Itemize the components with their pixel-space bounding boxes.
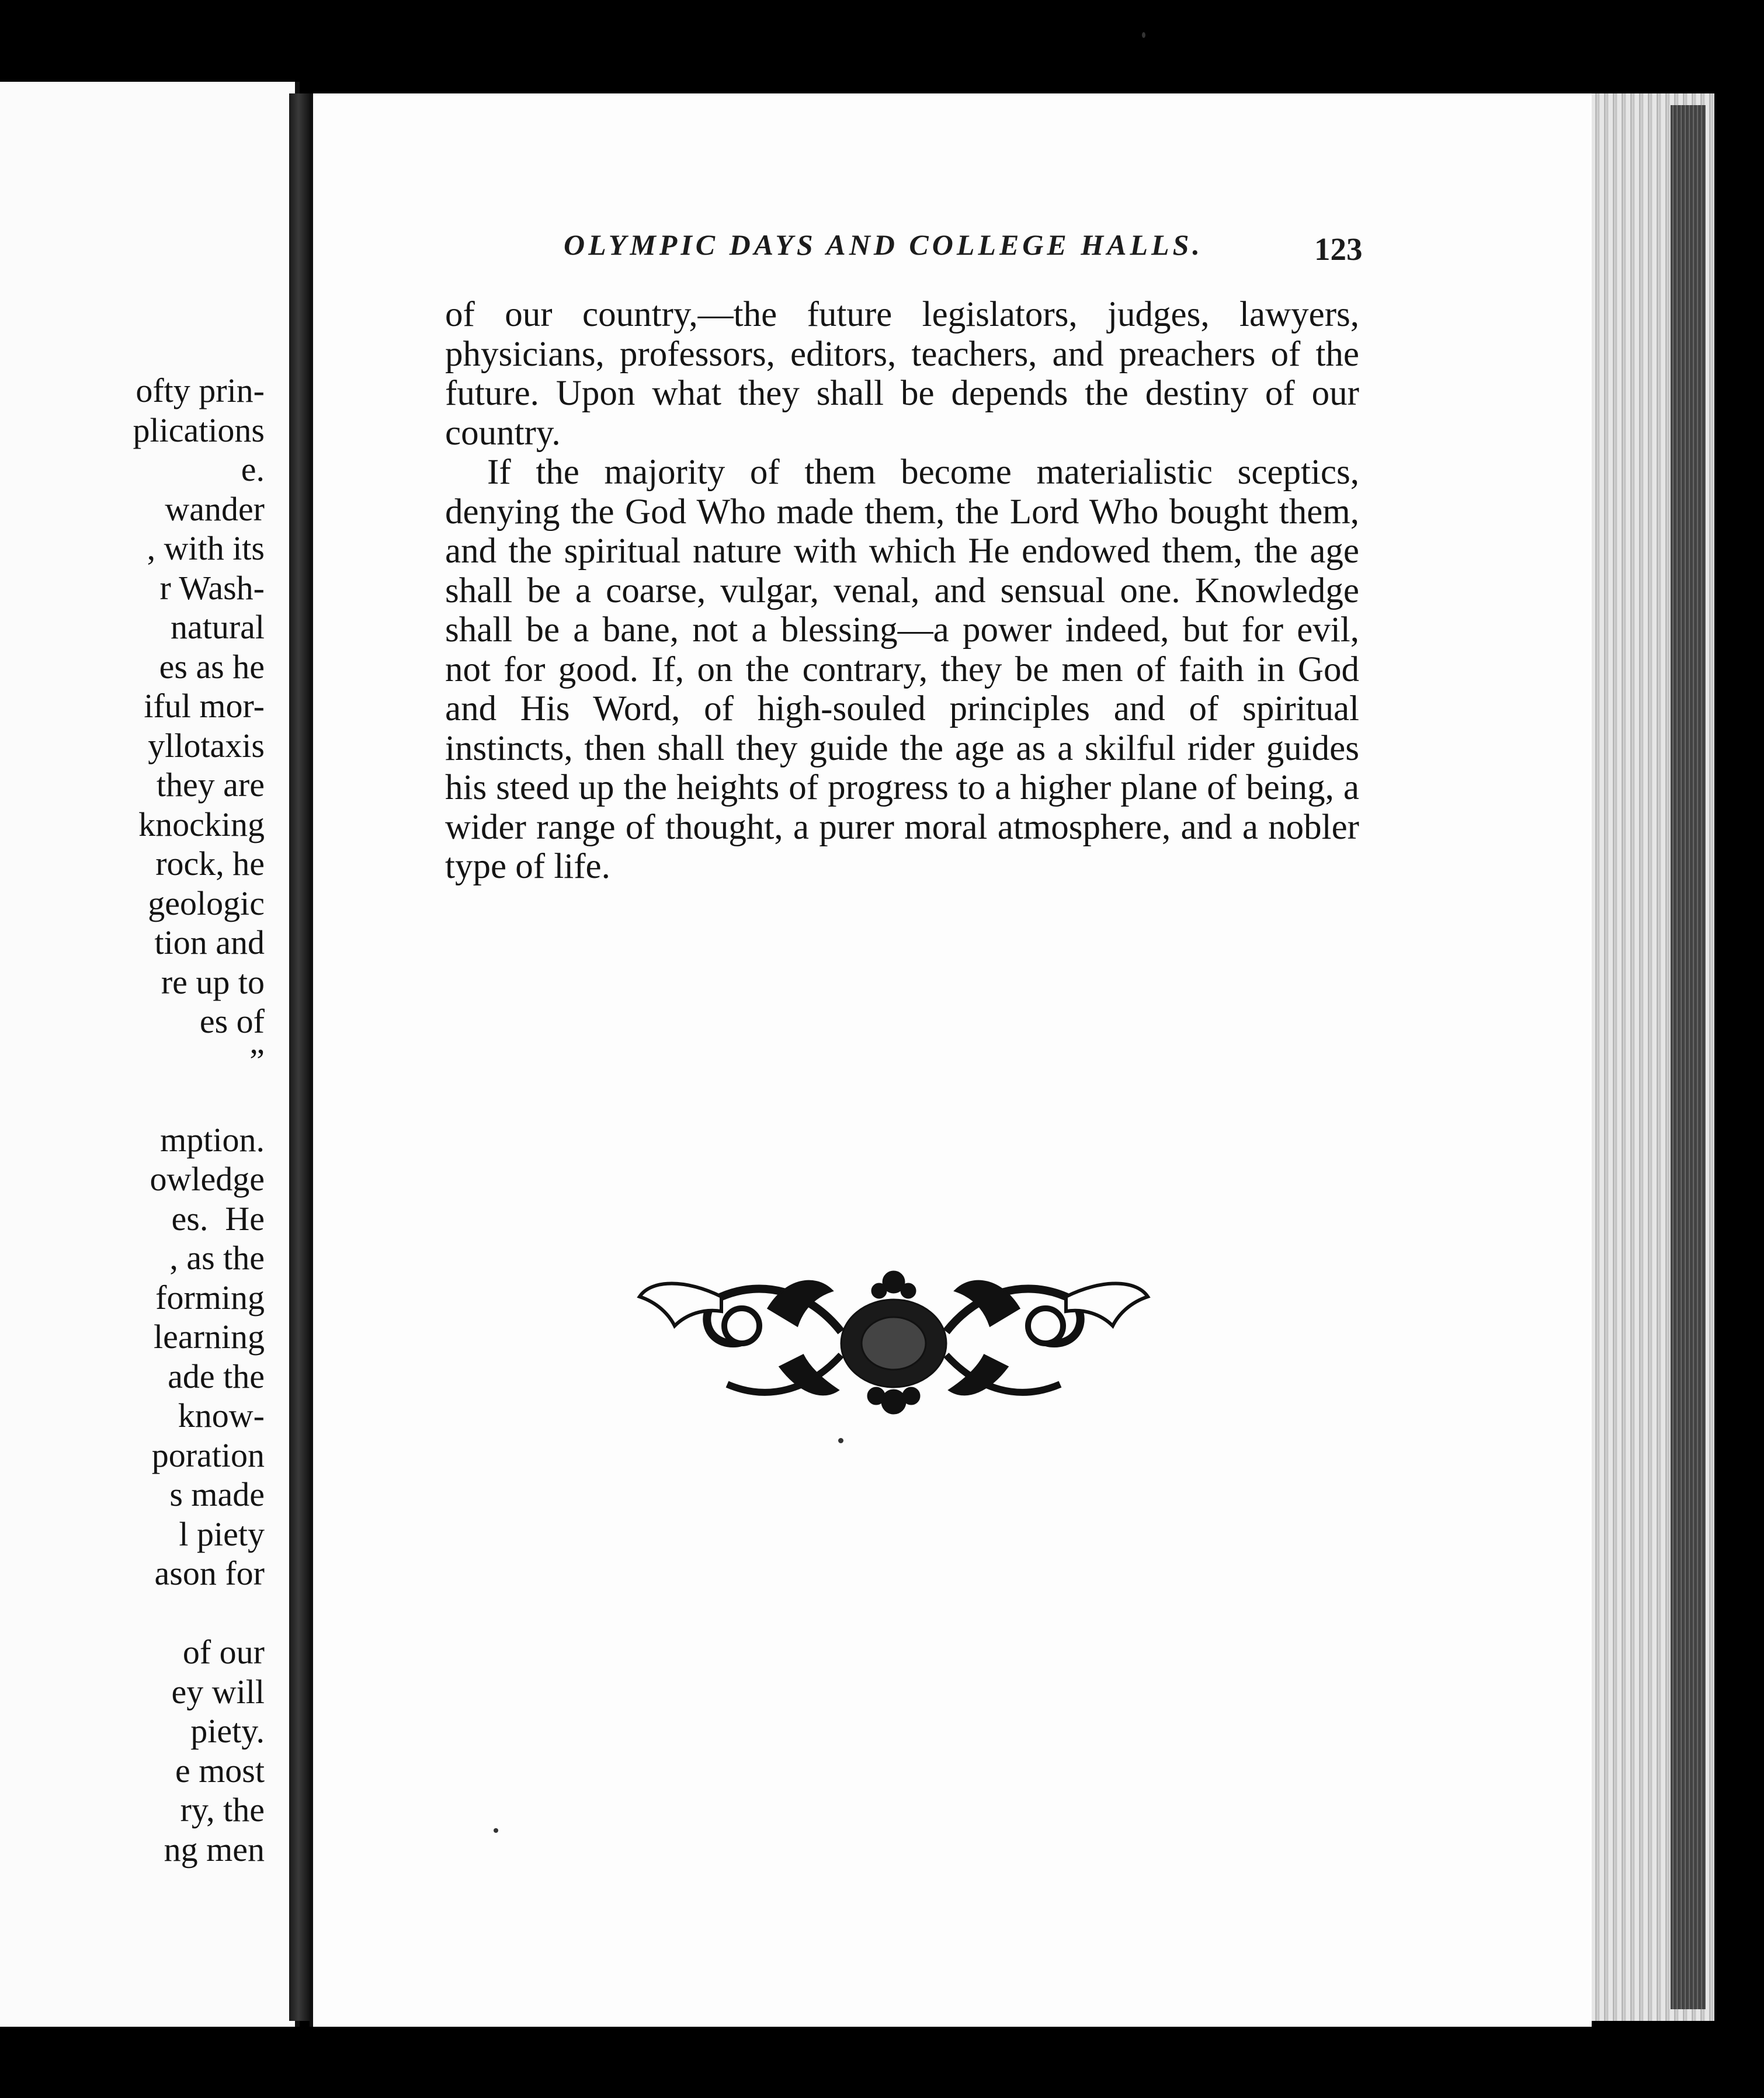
left-page-text: [8, 371, 265, 1869]
left-page-line: forming: [155, 1278, 265, 1317]
left-page-line: yllotaxis: [148, 726, 265, 765]
left-page-line: ng men: [164, 1830, 265, 1868]
left-page-line: r Wash-: [159, 568, 265, 607]
paragraph: If the majority of them become materialistic sceptics, denying the God Who made them, the Lord Who bought them, and the spiritual nature with which He endowed them, the age shall be a coarse, vulgar, venal, and sensual one. Knowledge shall be a bane, not a blessing—a power indeed, but for evil, not for good. If, on the contrary, they be men of faith in God and His Word, of high-souled principles and of spiritual instincts, then shall they guide the age as a skilful rider guides his steed up the heights of progress to a higher plane of being, a wider range of thought, a purer moral atmosphere, and a nobler type of life.: [445, 453, 1359, 886]
left-page-line: ason for: [154, 1554, 265, 1592]
page-edges-dark: [1671, 105, 1706, 2009]
left-page-line: they are: [156, 766, 265, 804]
left-page-line: natural: [170, 608, 265, 646]
left-page-line: poration: [151, 1436, 265, 1474]
page-number: 123: [1314, 231, 1363, 267]
left-page-line: es of: [199, 1002, 265, 1040]
left-page-line: ”: [249, 1041, 265, 1080]
left-page-line: piety.: [190, 1712, 265, 1750]
left-page-line: , as the: [169, 1239, 265, 1277]
left-page-line: , with its: [147, 529, 265, 567]
left-page-line: ey will: [171, 1672, 265, 1711]
left-page-line: ofty prin-: [136, 371, 265, 409]
left-page-line: ry, the: [180, 1791, 265, 1829]
left-page-line: owledge: [150, 1160, 265, 1198]
left-page-line: of our: [182, 1633, 265, 1671]
left-page-line: es as he: [159, 647, 265, 686]
ink-speck: [1142, 32, 1145, 38]
left-page-line: [8, 1081, 265, 1120]
left-page-line: e most: [175, 1751, 265, 1790]
left-page-line: l piety: [179, 1515, 265, 1553]
ink-speck: [838, 1438, 843, 1443]
left-page-line: e.: [241, 450, 265, 488]
paragraph: of our country,—the future legislators, judges, lawyers, physicians, professors, editors, teachers, and preachers of the future. Upon what they shall be depends the destiny of our country.: [445, 295, 1359, 453]
left-page-line: rock, he: [155, 845, 265, 883]
left-page-line: [8, 1593, 265, 1633]
running-head: OLYMPIC DAYS AND COLLEGE HALLS.: [564, 228, 1203, 261]
left-page-line: knocking: [138, 805, 265, 843]
left-page-line: plications: [133, 411, 265, 449]
book-gutter: [289, 93, 312, 2021]
left-page-line: es. He: [171, 1199, 265, 1238]
left-page-line: s made: [169, 1475, 265, 1513]
left-page-line: wander: [165, 489, 265, 528]
left-page-line: know-: [178, 1397, 265, 1434]
floral-tailpiece-icon: [634, 1256, 1154, 1431]
left-page-line: learning: [153, 1318, 265, 1356]
left-page-line: tion and: [154, 923, 265, 961]
left-page-line: re up to: [161, 963, 265, 1001]
left-page-line: iful mor-: [144, 687, 265, 725]
body-text: [445, 295, 1359, 887]
left-page-line: geologic: [148, 884, 265, 922]
left-page-line: mption.: [160, 1120, 265, 1159]
left-page: [0, 82, 300, 2027]
ink-speck: [494, 1828, 498, 1833]
left-page-line: ade the: [168, 1357, 265, 1395]
